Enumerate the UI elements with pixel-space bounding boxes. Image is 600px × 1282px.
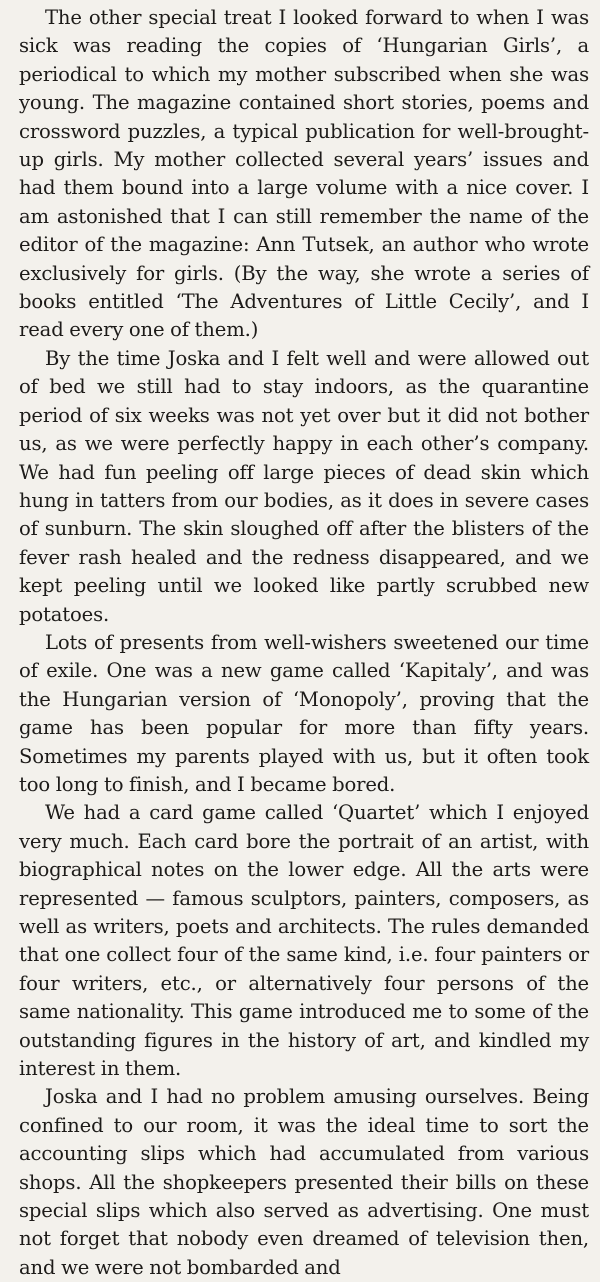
- paragraph: Joska and I had no problem amusing ourselves. Being confined to our room, it was the ideal time to sort the accounting slips which had accumulated from various shops. All the shopkeepers presented their bills on these special slips which also served as advertising. One must not forget that nobody even dreamed of television then, and we were not bombarded and: [19, 1085, 589, 1279]
- paragraph: The other special treat I looked forward to when I was sick was reading the copies of ‘Hungarian Girls’, a periodical to which my mother subscribed when she was young. The magazine contained short stories, poems and crossword puzzles, a typical publication for well-brought-up girls. My mother collected several years’ issues and had them bound into a large volume with a nice cover. I am astonished that I can still remember the name of the editor of the magazine: Ann Tutsek, an author who wrote exclusively for girls. (By the way, she wrote a series of books entitled ‘The Adventures of Little Cecily’, and I read every one of them.): [19, 6, 589, 342]
- paragraph: We had a card game called ‘Quartet’ which I enjoyed very much. Each card bore the portrait of an artist, with biographical notes on the lower edge. All the arts were represented — famous sculptors, painters, composers, as well as writers, poets and architects. The rules demanded that one collect four of the same kind, i.e. four painters or four writers, etc., or alternatively four persons of the same nationality. This game introduced me to some of the outstanding figures in the history of art, and kindled my interest in them.: [19, 801, 589, 1081]
- paragraph: By the time Joska and I felt well and were allowed out of bed we still had to stay indoors, as the quarantine period of six weeks was not yet over but it did not bother us, as we were perfectly happy in each other’s company. We had fun peeling off large pieces of dead skin which hung in tatters from our bodies, as it does in severe cases of sunburn. The skin sloughed off after the blisters of the fever rash healed and the redness disappeared, and we kept peeling until we looked like partly scrubbed new potatoes.: [19, 346, 589, 626]
- paragraph: Lots of presents from well-wishers sweetened our time of exile. One was a new game called ‘Kapitaly’, and was the Hungarian version of ‘Monopoly’, proving that the game has been popular for more than fifty years. Sometimes my parents played with us, but it often took too long to finish, and I became bored.: [19, 630, 589, 796]
